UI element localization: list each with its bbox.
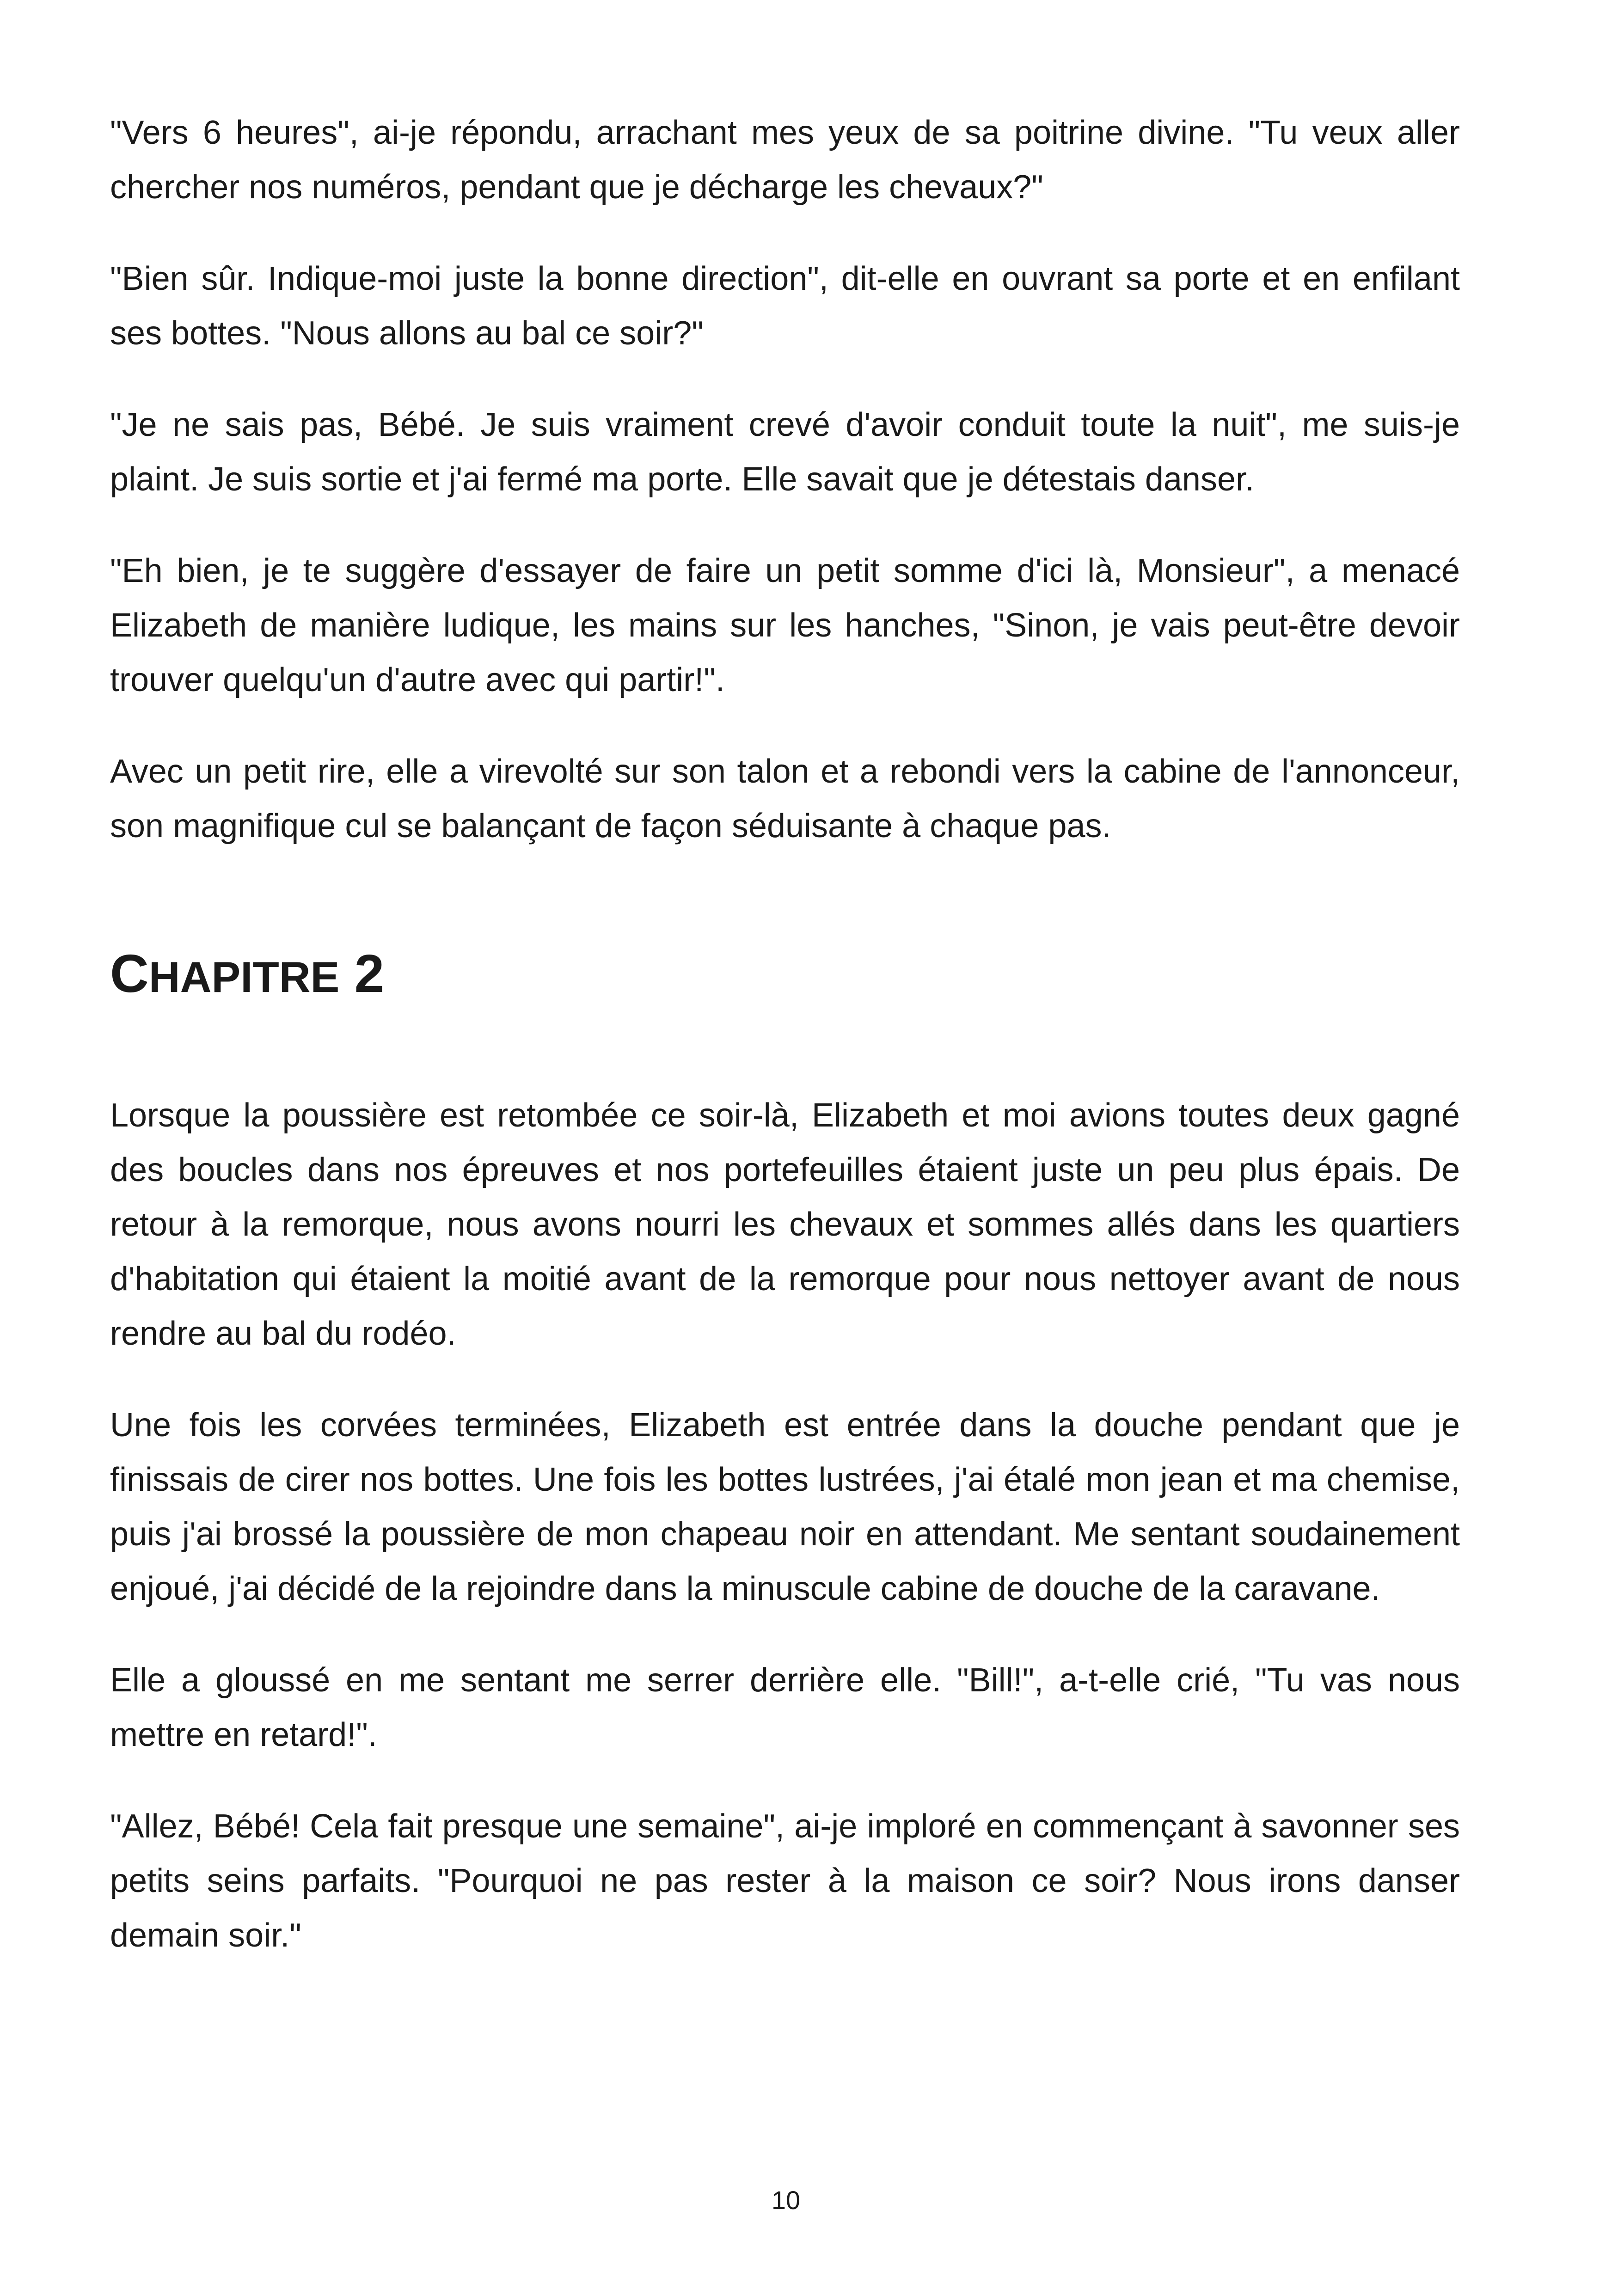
chapter-heading bbox=[110, 941, 1460, 1010]
chapter-number: 2 bbox=[354, 943, 385, 1004]
paragraph: Elle a gloussé en me sentant me serrer derrière elle. "Bill!", a-t-elle crié, "Tu vas nous mettre en retard!". bbox=[110, 1662, 1460, 1753]
paragraph: Lorsque la poussière est retombée ce soir-là, Elizabeth et moi avions toutes deux gagné des boucles dans nos épreuves et nos portefeuilles étaient juste un peu plus épais. De retour à la remorque, nous avons nourri les chevaux et sommes allés dans les quartiers d'habitation qui étaient la moitié avant de la remorque pour nous nettoyer avant de nous rendre au bal du rodéo. bbox=[110, 1097, 1460, 1352]
paragraph: "Vers 6 heures", ai-je répondu, arrachant mes yeux de sa poitrine divine. "Tu veux aller chercher nos numéros, pendant que je décharge les chevaux?" bbox=[110, 114, 1460, 206]
paragraph: "Allez, Bébé! Cela fait presque une semaine", ai-je imploré en commençant à savonner ses petits seins parfaits. "Pourquoi ne pas rester à la maison ce soir? Nous irons danser demain soir." bbox=[110, 1808, 1460, 1954]
chapter-heading-initial: C bbox=[110, 943, 149, 1004]
paragraph: "Bien sûr. Indique-moi juste la bonne direction", dit-elle en ouvrant sa porte et en enfilant ses bottes. "Nous allons au bal ce soir?" bbox=[110, 260, 1460, 352]
paragraph: "Eh bien, je te suggère d'essayer de faire un petit somme d'ici là, Monsieur", a menacé Elizabeth de manière ludique, les mains sur les hanches, "Sinon, je vais peut-être devoir trouver quelqu'un d'autre avec qui partir!". bbox=[110, 552, 1460, 698]
page-number: 10 bbox=[771, 2186, 801, 2215]
paragraph: "Je ne sais pas, Bébé. Je suis vraiment crevé d'avoir conduit toute la nuit", me suis-je plaint. Je suis sortie et j'ai fermé ma porte. Elle savait que je détestais danser. bbox=[110, 406, 1460, 498]
text-column bbox=[110, 105, 1460, 2000]
paragraph: Avec un petit rire, elle a virevolté sur son talon et a rebondi vers la cabine de l'annonceur, son magnifique cul se balançant de façon séduisante à chaque pas. bbox=[110, 753, 1460, 845]
paragraph: Une fois les corvées terminées, Elizabeth est entrée dans la douche pendant que je finissais de cirer nos bottes. Une fois les bottes lustrées, j'ai étalé mon jean et ma chemise, puis j'ai brossé la poussière de mon chapeau noir en attendant. Me sentant soudainement enjoué, j'ai décidé de la rejoindre dans la minuscule cabine de douche de la caravane. bbox=[110, 1407, 1460, 1607]
chapter-heading-word: HAPITRE bbox=[148, 953, 340, 1001]
